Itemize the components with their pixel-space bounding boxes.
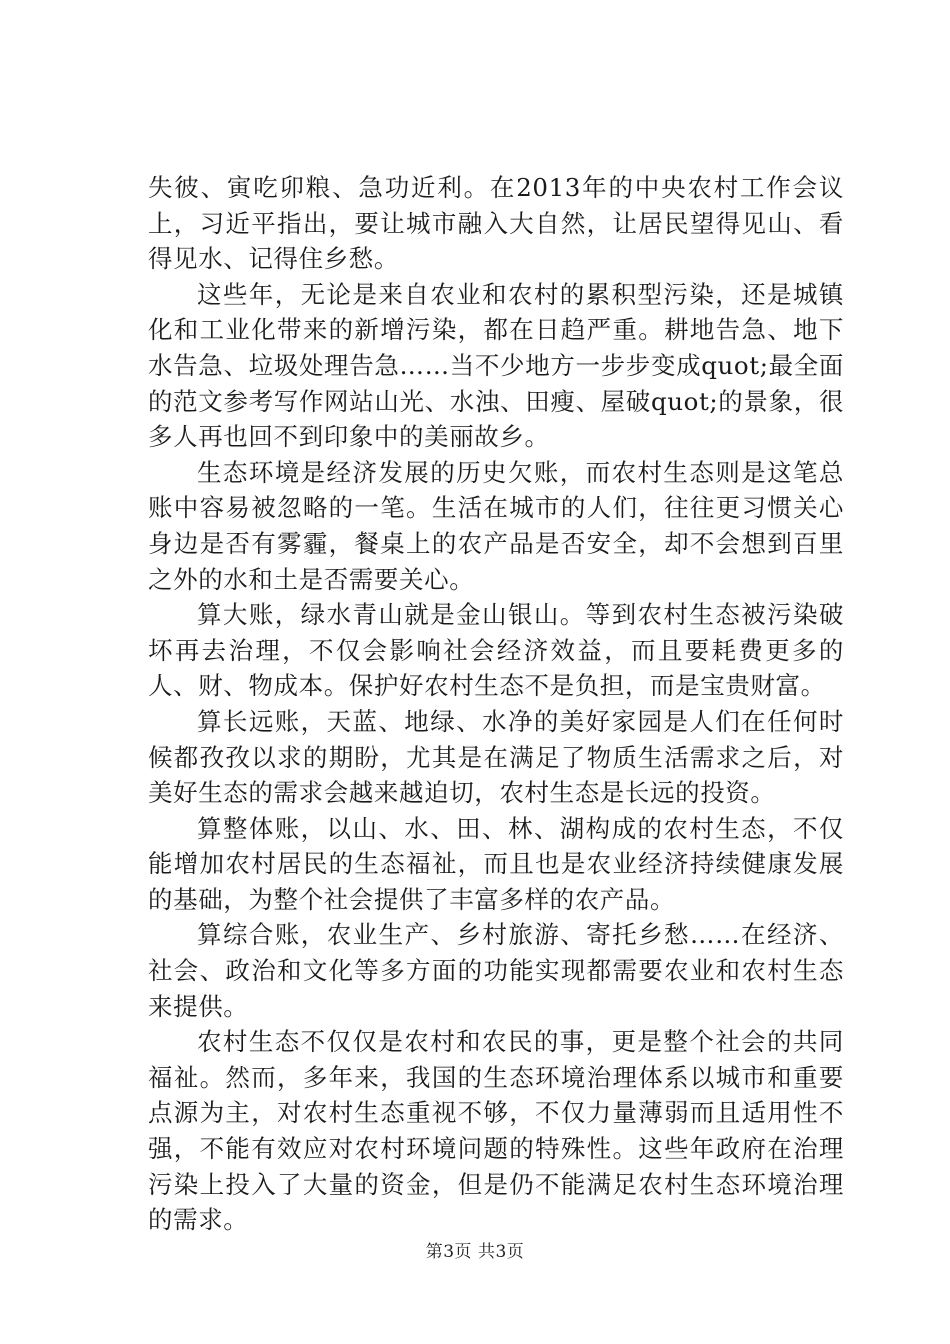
paragraph-overall-account: 算整体账，以山、水、田、林、湖构成的农村生态，不仅能增加农村居民的生态福祉，而且也是农业经济持续健康发展的基础，为整个社会提供了丰富多样的农产品。 [148,813,844,914]
paragraph-governance: 农村生态不仅仅是农村和农民的事，更是整个社会的共同福祉。然而，多年来，我国的生态环境治理体系以城市和重要点源为主，对农村生态重视不够，不仅力量薄弱而且适用性不强，不能有效应对农村环境问题的特殊性。这些年政府在治理污染上投入了大量的资金，但是仍不能满足农村生态环境治理的需求。 [148,1027,844,1235]
paragraph-ecological-debt: 生态环境是经济发展的历史欠账，而农村生态则是这笔总账中容易被忽略的一笔。生活在城市的人们，往往更习惯关心身边是否有雾霾，餐桌上的农产品是否安全，却不会想到百里之外的水和土是否需要关心。 [148,457,844,594]
page-number-footer: 第3页 共3页 [425,1242,525,1262]
paragraph-comprehensive-account: 算综合账，农业生产、乡村旅游、寄托乡愁……在经济、社会、政治和文化等多方面的功能实现都需要农业和农村生态来提供。 [148,920,844,1021]
paragraph-big-account: 算大账，绿水青山就是金山银山。等到农村生态被污染破坏再去治理，不仅会影响社会经济效益，而且要耗费更多的人、财、物成本。保护好农村生态不是负担，而是宝贵财富。 [148,600,844,701]
document-body [148,170,844,1238]
paragraph-pollution: 这些年，无论是来自农业和农村的累积型污染，还是城镇化和工业化带来的新增污染，都在日趋严重。耕地告急、地下水告急、垃圾处理告急……当不少地方一步步变成quot;最全面的范文参考写作网站山光、水浊、田瘦、屋破quot;的景象，很多人再也回不到印象中的美丽故乡。 [148,279,844,452]
paragraph-long-term-account: 算长远账，天蓝、地绿、水净的美好家园是人们在任何时候都孜孜以求的期盼，尤其是在满足了物质生活需求之后，对美好生态的需求会越来越迫切，农村生态是长远的投资。 [148,706,844,808]
paragraph-continued: 失彼、寅吃卯粮、急功近利。在2013年的中央农村工作会议上，习近平指出，要让城市融入大自然，让居民望得见山、看得见水、记得住乡愁。 [148,173,844,274]
